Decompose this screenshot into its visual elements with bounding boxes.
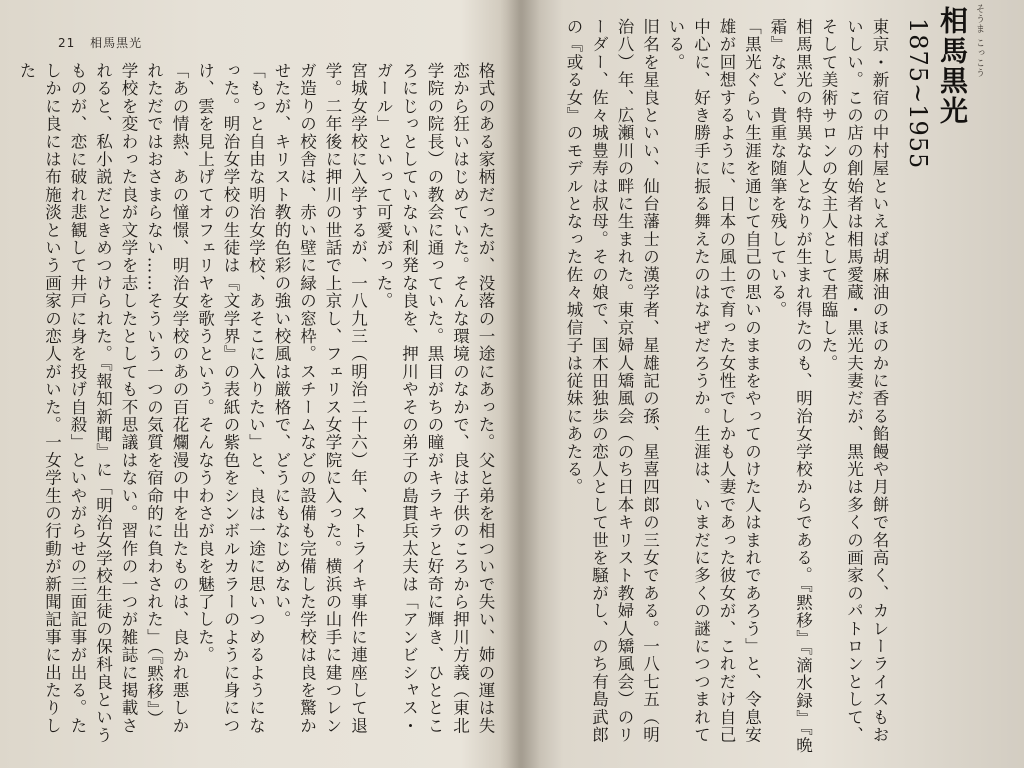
page-number: 21 <box>58 36 76 50</box>
left-page-body-text: 格式のある家柄だったが、没落の一途にあった。父と弟を相ついで失い、姉の運は失恋から狂いはじめていた。そんな環境のなかで、良は子供のころから押川方義（東北学院の院長）の教会に通っていた。黒目がちの瞳がキラキラと好奇に輝き、ひとところにじっとしていない利発な良を、押川やその弟子の島貫兵太夫は「アンビシャス・ガール」といって可愛がった。 宮城女学校に入学するが、一八九三（明治二十六）年、ストライキ事件に連座して退学。二年後に押川の世話で上京し、フェリス女学院に入った。横浜の山手に建つレンガ造りの校舎は、赤い壁に緑の窓枠。スチームなどの設備も完備した学校は良を驚かせたが、キリスト教的色彩の強い校風は厳格で、どうにもなじめない。 「もっと自由な明治女学校、あそこに入りたい」と、良は一途に思いつめるようになった。明治女学校の生徒は『文学界』の表紙の紫色をシンボルカラーのように身につけ、雲を見上げてオフェリヤを歌うという。そんなうわさが良を魅了した。 「あの情熱、あの憧憬、明治女学校のあの百花爛漫の中を出たものは、良かれ悪しかれただではおさまらない……そういう一つの気質を宿命的に負わされた」（『黙移』） 学校を変わった良が文学を志したとしても不思議はない。習作の一つが雑誌に掲載されると、私小説だときめつけられた。『報知新聞』に「明治女学校生徒の保科良というものが、恋に破れ悲観して井戸に身を投げ自殺」といやがらせの三面記事が出る。たしかに良には布施淡という画家の恋人がいた。一女学生の行動が新聞記事に出たりした <box>17 62 495 745</box>
entry-years: 1875~1955 <box>904 18 932 170</box>
right-page-body-text: 東京・新宿の中村屋といえば胡麻油のほのかに香る餡饅や月餅で名高く、カレーライスもおいしい。この店の創始者は相馬愛蔵・黒光夫妻だが、黒光は多くの画家のパトロンとして、そして美術サロンの女主人として君臨した。 相馬黒光の特異な人となりが生まれ得たのも、明治女学校からである。『黙移』『滴水録』『晩霜』など、貴重な随筆を残している。 「黒光ぐらい生涯を通じて自己の思いのままをやってのけた人はまれであろう」と、令息安雄が回想するように、日本の風土で育った女性でしかも人妻であった彼女が、これだけ自己中心に、好き勝手に振る舞えたのはなぜだろうか。生涯は、いまだに多くの謎につつまれている。 旧名を星良といい、仙台藩士の漢学者、星雄記の孫、星喜四郎の三女である。一八七五（明治八）年、広瀬川の畔に生まれた。東京婦人矯風会（のち日本キリスト教婦人矯風会）のリーダー、佐々城豊寿は叔母。その娘で、国木田独歩の恋人として世を騒がし、のち有島武郎の『或る女』のモデルとなった佐々城信子は従妹にあたる。 <box>564 18 889 755</box>
running-head <box>58 34 142 51</box>
entry-heading <box>904 6 972 169</box>
entry-name: 相馬黒光 <box>936 6 969 126</box>
entry-name-reading: そうま こっこう <box>974 4 984 78</box>
right-page <box>512 0 1024 768</box>
running-head-title: 相馬黒光 <box>90 36 143 50</box>
